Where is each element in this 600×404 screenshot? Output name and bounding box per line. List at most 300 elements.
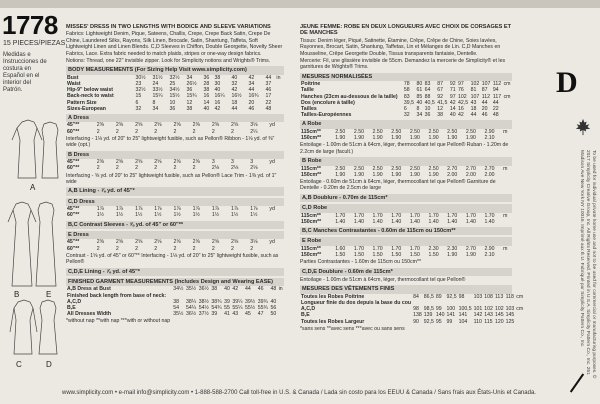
table-cell: 100,5: [458, 306, 472, 313]
table-cell: 1.70: [409, 245, 420, 252]
table-cell: 1.40: [372, 218, 383, 225]
sketch-view-a2: [42, 122, 58, 178]
table-cell: 32: [135, 105, 142, 112]
maple-leaf-icon: [574, 118, 592, 136]
table-cell: [268, 246, 284, 252]
table-cell: 112: [481, 93, 491, 100]
table-cell: 2.30: [447, 245, 458, 252]
view-notes: Contrast - 1⅝ yd. of 45" or 60"** Interfacing - 1⅛ yd. of 20" to 25" lightweight fusible, such as Pellon®: [66, 252, 279, 266]
table-cell: 92,5: [446, 293, 457, 300]
view-band: A,B Doublure - 0.70m de 115cm*: [300, 194, 512, 202]
table-cell: 84: [413, 293, 419, 300]
table-cell: 1.40: [447, 218, 458, 225]
table-cell: 1⅞: [231, 206, 239, 213]
table-cell: in: [276, 74, 281, 81]
view-notes: Entoilage - 1.00m de 51cm à 64cm, léger, thermocollant tel que Pellon®: [300, 276, 466, 283]
table-cell: 1.70: [409, 212, 420, 219]
table-cell: 47: [257, 311, 264, 318]
table-cell: 118: [505, 293, 514, 300]
table-cell: 16½: [231, 93, 242, 100]
table-row: [66, 129, 284, 135]
row-label: Hanches (23cm au-dessous de la taille): [301, 93, 398, 100]
table-cell: 1½: [135, 212, 143, 219]
table-cell: 2.90: [484, 128, 495, 135]
view-band: C,D,E Doublure - 0.60m de 115cm*: [300, 268, 512, 276]
table-cell: 15: [135, 93, 142, 100]
yardage-table: [66, 122, 284, 134]
table-row: [300, 252, 512, 258]
table-cell: 1.70: [391, 245, 402, 252]
table-cell: 22: [492, 106, 499, 113]
table-cell: 61: [416, 87, 423, 94]
table-cell: 33½: [152, 87, 163, 94]
table-cell: 2.50: [447, 128, 458, 135]
table-cell: 88: [424, 93, 431, 100]
table-cell: in: [278, 286, 283, 293]
table-cell: cm: [503, 81, 511, 88]
table-cell: 48: [270, 286, 277, 293]
table-cell: 8: [416, 106, 420, 113]
table-cell: 15¼: [152, 93, 163, 100]
table-cell: 36: [424, 112, 431, 119]
table-cell: 1.90: [447, 135, 458, 142]
table-cell: 2⅝: [173, 159, 181, 166]
table-cell: [503, 112, 512, 118]
table-cell: 55¼: [232, 304, 243, 311]
table-cell: 42: [214, 105, 221, 112]
table-cell: 112: [492, 81, 502, 88]
table-cell: 28: [203, 81, 210, 88]
table-cell: 1½: [211, 212, 220, 219]
table-cell: 54: [173, 304, 180, 311]
yardage-table: [300, 213, 512, 225]
table-cell: [502, 252, 512, 258]
table-cell: 1.50: [391, 251, 402, 258]
table-cell: 80: [416, 81, 423, 88]
row-label: 150cm**: [301, 218, 322, 225]
row-label: 115cm**: [301, 128, 321, 135]
row-label: Sizes-European: [67, 105, 106, 112]
table-cell: 1.50: [353, 251, 364, 258]
table-cell: 30: [214, 81, 221, 88]
table-cell: 54½: [198, 304, 209, 311]
table-cell: 20: [248, 99, 255, 106]
table-cell: 58: [403, 87, 410, 94]
table-cell: 44: [481, 99, 488, 106]
table-cell: 2⅝: [96, 122, 104, 129]
table-cell: 42: [449, 99, 456, 106]
table-cell: 34½: [169, 87, 180, 94]
table-cell: 2⅝: [154, 159, 162, 166]
table-cell: 1.70: [353, 212, 364, 219]
table-cell: 44: [470, 112, 477, 119]
table-cell: 2: [135, 245, 138, 252]
row-label: 45"**: [67, 159, 80, 166]
table-cell: 15½: [169, 93, 180, 100]
row-label: A,C,D: [67, 298, 82, 305]
table-cell: 20: [481, 106, 488, 113]
table-cell: 85: [416, 93, 423, 100]
table-cell: 1⅞: [135, 206, 143, 213]
table-cell: 16¾: [248, 93, 259, 100]
table-cell: 36: [203, 74, 210, 81]
view-band: B,C Manches Contrastantes - 0.60m de 115cm ou 150cm**: [300, 227, 512, 235]
table-row: [300, 219, 512, 225]
table-cell: 1.90: [353, 135, 364, 142]
table-cell: 2: [231, 128, 234, 135]
table-cell: 1.90: [391, 135, 402, 142]
table-cell: [502, 219, 512, 225]
table-cell: 78: [403, 81, 410, 88]
table-cell: 16¼: [214, 93, 225, 100]
table-cell: 1.90: [447, 251, 458, 258]
french-mercerie: Mercerie: Fil, une glissière invisible de 55cm. Demandez la mercerie de Simplicity® et les garnitures de Wrights® Trims.: [300, 58, 506, 71]
table-cell: 30½: [135, 74, 146, 81]
table-cell: 98,5: [423, 306, 434, 313]
table-cell: 46: [481, 112, 488, 119]
view-band: A Robe: [300, 120, 512, 128]
view-band: B,C Contrast Sleeves - ⅝ yd. of 45" or 60"**: [66, 221, 284, 229]
table-cell: 1½: [192, 212, 200, 219]
table-cell: 38¾: [211, 298, 222, 305]
sketch-view-c-d: [10, 300, 57, 354]
table-cell: 18: [231, 99, 238, 106]
table-cell: 38: [214, 74, 221, 81]
table-cell: 1⅞: [211, 206, 220, 213]
table-cell: 34½: [173, 286, 184, 293]
table-row: [66, 212, 284, 218]
table-cell: 43: [470, 99, 477, 106]
table-cell: 40: [224, 286, 230, 293]
table-cell: 32½: [169, 74, 180, 81]
table-cell: 89: [435, 293, 442, 300]
table-cell: 81: [470, 87, 477, 94]
table-cell: 99: [435, 306, 442, 313]
table-cell: 55¾: [257, 304, 268, 311]
table-cell: 34: [416, 112, 423, 119]
table-cell: 31½: [152, 74, 163, 81]
table-cell: 10: [169, 99, 176, 106]
english-column: [66, 22, 284, 326]
table-cell: 2.50: [428, 165, 439, 172]
table-cell: 42: [248, 74, 255, 81]
table-cell: 2.50: [335, 128, 346, 135]
table-cell: 2⅝: [192, 239, 200, 246]
table-cell: 2⅝: [231, 239, 239, 246]
table-cell: 2.50: [409, 128, 420, 135]
view-notes: Interfacing - ⅝ yd. of 20" to 25" lightweight fusible, such as Pellon® Lace Trim - 1⅜ yd. of 1" wide: [66, 172, 277, 185]
table-cell: 50: [270, 311, 277, 318]
table-row: [66, 106, 284, 112]
table-cell: 1.40: [353, 218, 364, 225]
top-shadow: [0, 0, 600, 8]
row-label: 60"**: [67, 165, 80, 172]
table-cell: 23: [135, 81, 142, 88]
table-cell: 2.00: [447, 171, 458, 178]
row-label: All Dresses Width: [67, 311, 112, 318]
table-cell: yd: [269, 159, 275, 166]
table-cell: 46: [248, 105, 255, 112]
table-cell: 100: [446, 306, 456, 313]
table-cell: 2.50: [372, 165, 383, 172]
table-cell: 110: [473, 318, 482, 325]
table-cell: 92,5: [423, 318, 434, 325]
table-row: [66, 93, 284, 99]
table-row: [66, 246, 284, 252]
english-yardage: [66, 114, 284, 276]
table-cell: 1.90: [372, 171, 383, 178]
table-row: [300, 135, 512, 141]
table-cell: 24: [152, 81, 159, 88]
table-cell: 42: [231, 87, 238, 94]
table-cell: 2.50: [391, 165, 402, 172]
table-cell: 1.70: [465, 212, 476, 219]
table-cell: 1.70: [335, 212, 346, 219]
table-cell: 113: [494, 293, 504, 300]
row-label: B,E: [301, 312, 310, 319]
table-cell: 1⅞: [192, 206, 200, 213]
table-cell: [268, 129, 284, 135]
table-cell: 48: [265, 105, 272, 112]
table-row: [300, 112, 512, 118]
french-tissus: Tissus: Denim léger, Piqué, Satinette, Étamine, Crêpe, Crêpe de Chine, Soies lavées, Rayonnes, Brocart, Satin, Shantung, Taffetas, Lin et Mélanges de Lin. C,D Manches en Mousseline, Crêpe Georgette Double, Tissus transparents fantaisie, Dentelle.: [300, 37, 501, 57]
table-cell: 141: [458, 312, 468, 319]
view-band: E Robe: [300, 237, 512, 245]
table-cell: 2⅝: [192, 122, 200, 129]
table-cell: 2⅝: [135, 159, 143, 166]
table-cell: 3: [231, 159, 234, 166]
english-fabrics: Fabrics: Lightweight Denim, Pique, Sateens, Challis, Crepe, Crepe Back Satin, Crepe De Chine, Laundered Silks, Rayons, Silk Linen, Brocade, Satin, Shantung, Taffeta, Soft Lightweight Linen and Linen Blends. C,D Sleeves in Chiffon, Double Georgette, Novelty Sheer Fabrics, Lace. Extra fabric needed to match plaids, stripes or one-way design fabrics.: [66, 31, 283, 57]
table-cell: 36½: [198, 286, 209, 293]
table-cell: yd: [269, 239, 275, 246]
table-cell: 2.70: [484, 165, 495, 172]
french-column: [300, 22, 524, 333]
table-cell: 41: [224, 311, 230, 318]
table-cell: 34: [186, 74, 193, 81]
table-cell: 103: [505, 306, 515, 313]
table-cell: 2⅝: [96, 159, 104, 166]
table-cell: 39: [211, 311, 218, 318]
table-cell: 1⅞: [96, 206, 104, 213]
table-cell: 1.40: [465, 218, 476, 225]
row-label: 45"**: [67, 239, 80, 246]
row-label: Waist: [67, 81, 81, 88]
table-cell: 1⅞: [115, 206, 124, 213]
sketch-view-a: [12, 120, 42, 178]
row-label: 45"**: [67, 206, 80, 213]
french-yardage: [300, 120, 512, 283]
view-label-c: C: [16, 360, 22, 369]
body-measurements-title: BODY MEASUREMENTS (For Sizing Help Visit www.simplicity.com): [66, 66, 284, 74]
table-cell: 36: [169, 105, 176, 112]
row-label: Toutes les Robes Largeur: [301, 318, 365, 325]
table-cell: 83: [424, 81, 431, 88]
row-label: 150cm**: [301, 171, 322, 178]
row-label: 150cm**: [301, 135, 322, 142]
table-cell: [502, 135, 512, 141]
table-cell: m: [503, 212, 508, 219]
table-cell: 44: [492, 99, 499, 106]
row-label: Poitrine: [301, 81, 321, 88]
table-cell: 2.50: [353, 128, 364, 135]
table-cell: 2⅝: [96, 239, 104, 246]
table-cell: 39,5: [403, 99, 415, 106]
table-cell: 40: [214, 87, 221, 94]
view-band: B Dress: [66, 151, 284, 159]
table-cell: 2: [115, 165, 119, 172]
view-notes: Entoilage - 1.00m de 51cm à 64cm, léger, thermocollant tel que Pellon® Ruban - 1.20m de 2.2cm de large (facult.): [300, 142, 509, 155]
table-cell: 1½: [115, 212, 124, 219]
table-cell: 2: [96, 165, 100, 172]
table-cell: 86,5: [423, 293, 434, 300]
table-row: [300, 319, 524, 325]
table-cell: 1⅞: [173, 206, 181, 213]
table-cell: 98: [413, 306, 419, 313]
yardage-table: [300, 166, 512, 178]
table-cell: 2⅝: [115, 122, 124, 129]
table-cell: cm: [516, 293, 524, 300]
table-cell: 1.90: [391, 171, 402, 178]
table-cell: 40: [203, 105, 210, 112]
row-label: 60"**: [67, 128, 80, 135]
table-row: [66, 122, 284, 128]
table-cell: 140: [435, 312, 445, 319]
table-cell: 3: [211, 159, 215, 166]
row-label: Tailles-Européennes: [301, 112, 352, 119]
table-cell: 1.60: [335, 245, 346, 252]
table-cell: 1.90: [465, 135, 476, 142]
table-cell: m: [503, 128, 508, 135]
table-cell: 35½: [185, 286, 197, 293]
table-cell: 2.10: [484, 135, 495, 142]
view-band: C,D Robe: [300, 204, 512, 212]
table-cell: 41,5: [437, 99, 448, 106]
table-cell: 12: [186, 99, 193, 106]
row-label: Pattern Size: [67, 99, 97, 106]
table-cell: 107: [470, 93, 480, 100]
table-row: [66, 239, 284, 245]
table-cell: 32½: [135, 87, 146, 94]
table-cell: 2: [173, 245, 177, 252]
row-label: 60"**: [67, 245, 80, 252]
table-cell: 2: [154, 128, 158, 135]
table-cell: m: [503, 245, 508, 252]
row-label: Taille: [301, 87, 314, 94]
table-cell: 38: [173, 298, 180, 305]
table-row: [66, 165, 284, 171]
table-cell: 1⅞: [154, 206, 162, 213]
table-cell: 1½: [173, 212, 181, 219]
table-cell: 1½: [250, 212, 258, 219]
row-label: Longueur finie du dos depuis la base du cou: [301, 299, 412, 306]
table-cell: 2: [154, 245, 158, 252]
table-cell: 1.70: [353, 245, 364, 252]
table-cell: 1.40: [428, 218, 439, 225]
row-label: A,B Dress at Bust: [67, 286, 111, 293]
table-cell: 2⅛: [250, 165, 258, 172]
table-cell: 44: [265, 74, 272, 81]
table-cell: 138: [413, 312, 422, 319]
table-cell: 1½: [96, 212, 104, 219]
table-cell: 2⅝: [135, 122, 143, 129]
table-cell: 2.50: [353, 165, 364, 172]
table-cell: 1.90: [335, 171, 346, 178]
table-cell: 1.40: [409, 218, 420, 225]
table-cell: 40,5: [424, 99, 435, 106]
table-cell: 1.50: [409, 251, 420, 258]
table-cell: 18: [470, 106, 477, 113]
table-cell: 2⅝: [173, 122, 181, 129]
row-label: Tailles: [301, 106, 317, 113]
table-cell: 76: [458, 87, 464, 94]
english-footnote: *without nap **with nap ***with or without nap: [66, 318, 171, 325]
table-cell: 2: [115, 245, 119, 252]
table-cell: 2: [211, 245, 215, 252]
table-row: [66, 311, 284, 317]
table-cell: [275, 106, 284, 112]
table-cell: 2¼: [250, 128, 258, 135]
row-label: Hip-9" below waist: [67, 87, 113, 94]
table-cell: 145: [505, 312, 515, 319]
table-cell: 34: [152, 105, 159, 112]
english-title: MISSES' DRESS IN TWO LENGTHS WITH BODICE AND SLEEVE VARIATIONS: [66, 24, 271, 30]
table-cell: 38: [211, 286, 218, 293]
row-label: 60"**: [67, 212, 80, 219]
table-cell: 104: [458, 318, 468, 325]
table-cell: 92: [437, 93, 444, 100]
table-cell: 14: [203, 99, 210, 106]
table-cell: 2: [135, 165, 138, 172]
table-cell: 55½: [245, 304, 256, 311]
yardage-table: [66, 159, 284, 171]
table-cell: 97: [449, 93, 456, 100]
table-cell: 102: [484, 306, 493, 313]
table-cell: 34: [248, 81, 255, 88]
row-label: Finished back length from base of neck:: [67, 292, 167, 299]
table-cell: 1.50: [372, 251, 383, 258]
row-label: 115cm**: [301, 212, 321, 219]
footer-site: www.simplicity.com: [62, 390, 114, 396]
table-cell: 108: [484, 293, 493, 300]
table-cell: 2.10: [484, 251, 495, 258]
table-cell: 142: [473, 312, 483, 319]
table-row: [300, 172, 512, 178]
table-cell: 2.50: [372, 128, 383, 135]
table-cell: 2: [192, 245, 196, 252]
table-cell: [268, 212, 284, 218]
table-cell: 2: [192, 128, 196, 135]
table-cell: 15¾: [186, 93, 197, 100]
yardage-table: [66, 239, 284, 251]
row-label: Dos (encolure à taille): [301, 99, 355, 106]
table-cell: 1.90: [353, 171, 364, 178]
legal-text: To be used for individual private home use and not to be used for commercial or manufacturing purposes. © 2017 Simplicity Creative Group, Inc. All Rights Reserved. Printed in U.S.A. Simplicity Pattern Co., Inc. 261 Madison Ave New York NY 10016. Imprimé aux É.U. Fabriqué par Simplicity Pattern Co., Inc.: [579, 150, 596, 379]
table-cell: 39½: [245, 298, 256, 305]
table-cell: 141: [446, 312, 456, 319]
table-cell: 16: [458, 106, 464, 113]
table-cell: [268, 165, 284, 171]
view-label-d: D: [46, 360, 52, 369]
view-band: E Dress: [66, 231, 284, 239]
table-cell: 117: [492, 93, 502, 100]
yardage-table: [66, 206, 284, 218]
table-cell: 2.70: [465, 245, 476, 252]
table-cell: 39¼: [232, 298, 243, 305]
sketch-view-b: [8, 202, 56, 286]
table-cell: 1.90: [409, 171, 420, 178]
table-cell: 32: [403, 112, 410, 119]
table-cell: 10: [424, 106, 431, 113]
